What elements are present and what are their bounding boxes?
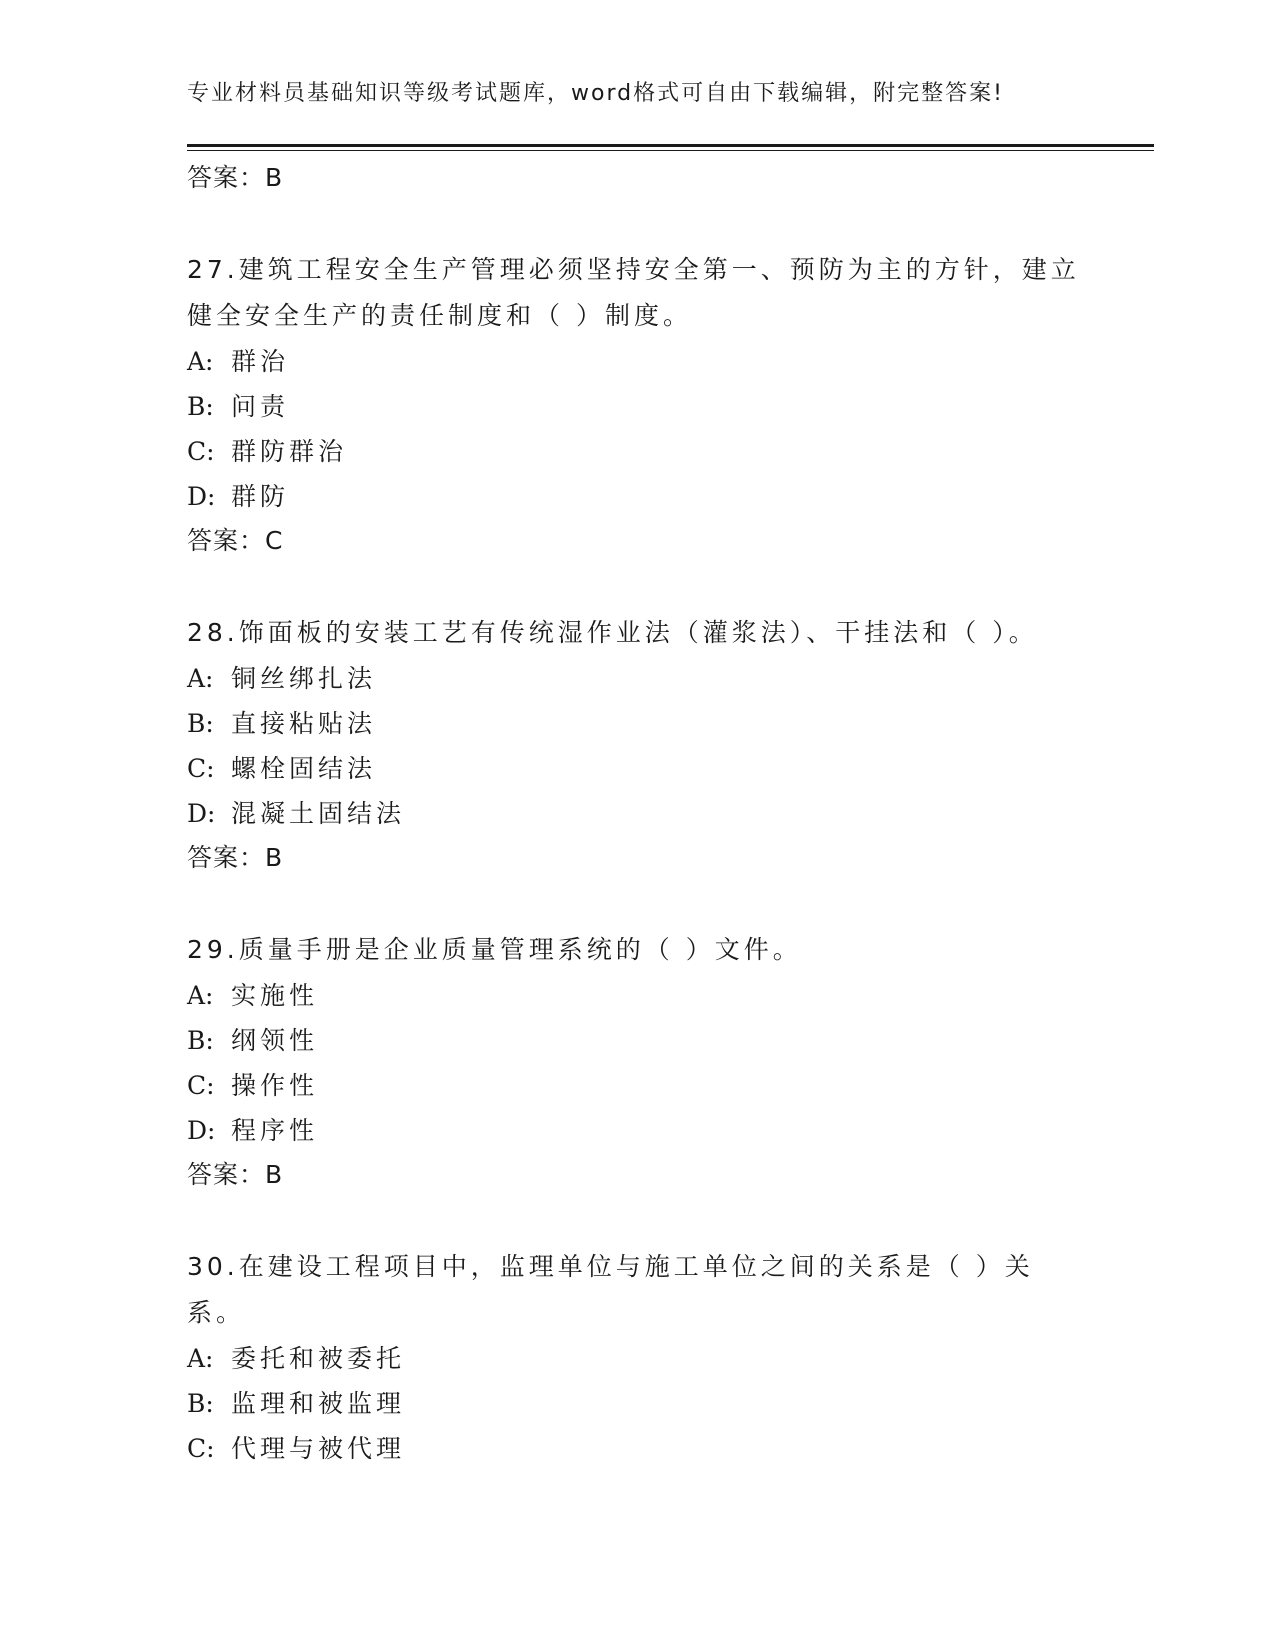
option-key: C: [187, 437, 215, 466]
header-rule-thick [187, 144, 1154, 147]
option-key: A: [187, 347, 214, 376]
option-item [187, 1018, 1087, 1063]
option-item [187, 656, 1087, 701]
option-key: D: [187, 482, 216, 511]
question-text: 29.质量手册是企业质量管理系统的（ ）文件。 [187, 935, 802, 964]
header-rule-thin [187, 150, 1154, 151]
question-block [187, 927, 1087, 1244]
option-key: D: [187, 799, 216, 828]
option-key: D: [187, 1116, 216, 1145]
option-text: 操作性 [231, 1071, 319, 1100]
option-text: 群防群治 [231, 437, 348, 466]
answer-line: 答案：B [187, 843, 284, 872]
option-item [187, 384, 1087, 429]
option-key: C: [187, 754, 215, 783]
option-text: 混凝土固结法 [231, 799, 406, 828]
answer-line: 答案：C [187, 526, 284, 555]
option-item [187, 973, 1087, 1018]
option-text: 纲领性 [231, 1026, 319, 1055]
question-text: 30.在建设工程项目中，监理单位与施工单位之间的关系是（ ）关系。 [187, 1252, 1034, 1327]
option-item [187, 1426, 1087, 1471]
option-item [187, 429, 1087, 474]
question-block [187, 1244, 1087, 1471]
option-text: 直接粘贴法 [231, 709, 377, 738]
question-block [187, 247, 1087, 610]
option-key: A: [187, 1344, 214, 1373]
option-key: A: [187, 664, 214, 693]
question-text: 28.饰面板的安装工艺有传统湿作业法（灌浆法）、干挂法和（ ）。 [187, 618, 1038, 647]
question-block [187, 610, 1087, 927]
question-text: 27.建筑工程安全生产管理必须坚持安全第一、预防为主的方针，建立健全安全生产的责任制度和（ ）制度。 [187, 255, 1080, 330]
option-key: B: [187, 709, 214, 738]
option-text: 铜丝绑扎法 [231, 664, 377, 693]
option-item [187, 339, 1087, 384]
option-item [187, 1063, 1087, 1108]
option-key: C: [187, 1434, 215, 1463]
option-item [187, 746, 1087, 791]
answer-line: 答案：B [187, 1160, 284, 1189]
option-text: 问责 [231, 392, 290, 421]
page-header-title: 专业材料员基础知识等级考试题库，word格式可自由下载编辑，附完整答案! [187, 81, 1004, 106]
option-item [187, 1108, 1087, 1153]
option-text: 群治 [231, 347, 290, 376]
prev-answer: 答案：B [187, 163, 284, 192]
option-key: B: [187, 1389, 214, 1418]
option-text: 群防 [231, 482, 290, 511]
option-item [187, 791, 1087, 836]
option-text: 程序性 [231, 1116, 319, 1145]
option-item [187, 474, 1087, 519]
option-key: B: [187, 1026, 214, 1055]
option-key: B: [187, 392, 214, 421]
option-text: 代理与被代理 [231, 1434, 406, 1463]
option-key: C: [187, 1071, 215, 1100]
option-text: 螺栓固结法 [231, 754, 377, 783]
option-text: 实施性 [231, 981, 319, 1010]
option-text: 委托和被委托 [231, 1344, 406, 1373]
option-key: A: [187, 981, 214, 1010]
question-list [187, 156, 1087, 1471]
option-item [187, 1336, 1087, 1381]
option-text: 监理和被监理 [231, 1389, 406, 1418]
option-item [187, 701, 1087, 746]
option-item [187, 1381, 1087, 1426]
